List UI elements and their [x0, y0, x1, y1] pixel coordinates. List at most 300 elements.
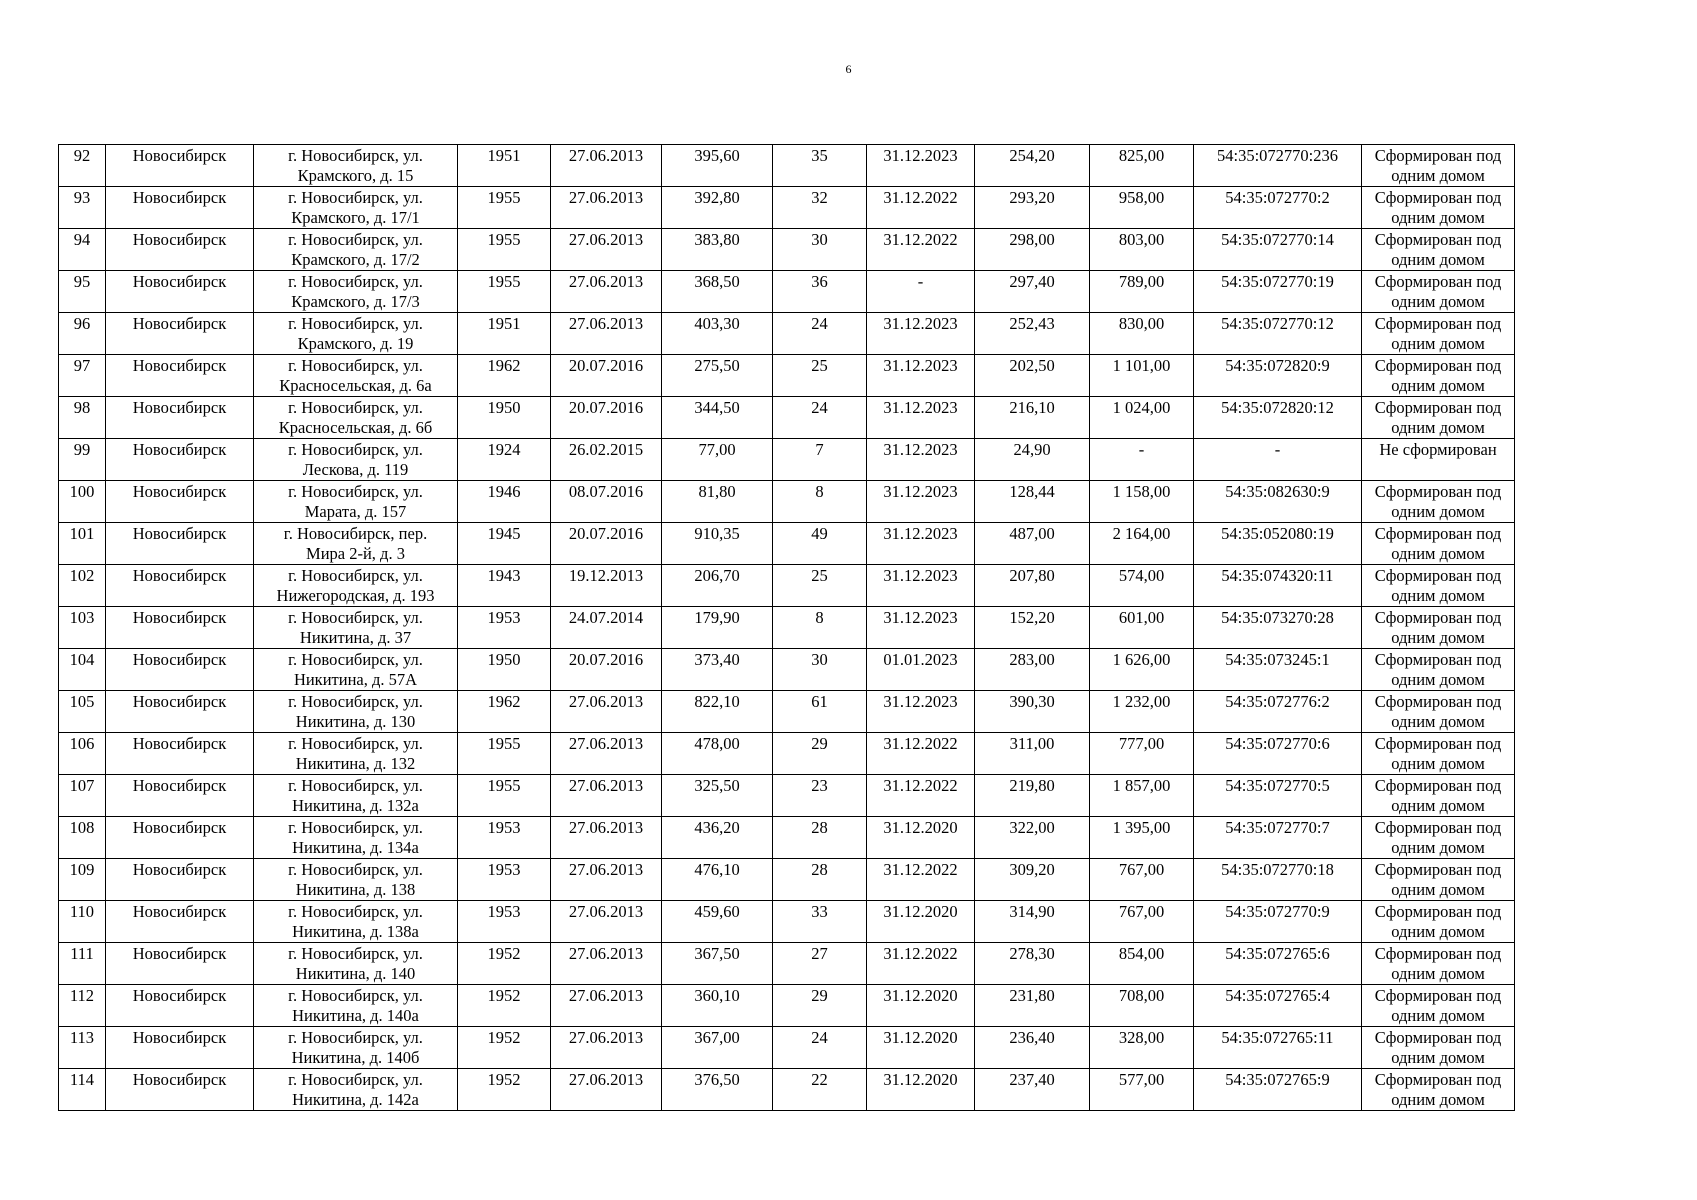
- table-row: [59, 313, 1515, 355]
- residents-count-cell: 24: [773, 397, 867, 439]
- table-row: [59, 901, 1515, 943]
- cadastral-number-cell: 54:35:073270:28: [1194, 607, 1362, 649]
- table-row: [59, 355, 1515, 397]
- cadastral-number-cell: 54:35:074320:11: [1194, 565, 1362, 607]
- year-built-cell: 1951: [458, 145, 551, 187]
- row-number-cell: 99: [59, 439, 106, 481]
- table-row: [59, 439, 1515, 481]
- year-built-cell: 1952: [458, 985, 551, 1027]
- recognition-date-cell: 20.07.2016: [551, 523, 662, 565]
- land-plot-status-cell: Сформирован под одним домом: [1362, 355, 1515, 397]
- table-row: [59, 145, 1515, 187]
- living-area-cell: 24,90: [975, 439, 1090, 481]
- resettlement-deadline-cell: 31.12.2022: [867, 187, 975, 229]
- land-area-cell: 767,00: [1090, 859, 1194, 901]
- land-area-cell: 1 395,00: [1090, 817, 1194, 859]
- row-number-cell: 101: [59, 523, 106, 565]
- table-row: [59, 565, 1515, 607]
- recognition-date-cell: 27.06.2013: [551, 229, 662, 271]
- resettlement-deadline-cell: 31.12.2023: [867, 565, 975, 607]
- cadastral-number-cell: 54:35:072770:236: [1194, 145, 1362, 187]
- recognition-date-cell: 27.06.2013: [551, 313, 662, 355]
- resettlement-deadline-cell: 31.12.2023: [867, 355, 975, 397]
- row-number-cell: 98: [59, 397, 106, 439]
- land-plot-status-cell: Сформирован под одним домом: [1362, 481, 1515, 523]
- area-cell: 344,50: [662, 397, 773, 439]
- table-row: [59, 691, 1515, 733]
- address-cell: г. Новосибирск, ул. Марата, д. 157: [254, 481, 458, 523]
- residents-count-cell: 35: [773, 145, 867, 187]
- year-built-cell: 1950: [458, 397, 551, 439]
- resettlement-deadline-cell: 31.12.2022: [867, 943, 975, 985]
- row-number-cell: 94: [59, 229, 106, 271]
- table-row: [59, 985, 1515, 1027]
- table-row: [59, 859, 1515, 901]
- address-cell: г. Новосибирск, ул. Нижегородская, д. 193: [254, 565, 458, 607]
- cadastral-number-cell: -: [1194, 439, 1362, 481]
- residents-count-cell: 27: [773, 943, 867, 985]
- city-cell: Новосибирск: [106, 145, 254, 187]
- cadastral-number-cell: 54:35:072765:9: [1194, 1069, 1362, 1111]
- table-row: [59, 271, 1515, 313]
- resettlement-deadline-cell: 31.12.2020: [867, 1027, 975, 1069]
- address-cell: г. Новосибирск, ул. Никитина, д. 37: [254, 607, 458, 649]
- area-cell: 368,50: [662, 271, 773, 313]
- living-area-cell: 298,00: [975, 229, 1090, 271]
- row-number-cell: 103: [59, 607, 106, 649]
- year-built-cell: 1952: [458, 1027, 551, 1069]
- living-area-cell: 293,20: [975, 187, 1090, 229]
- cadastral-number-cell: 54:35:072770:9: [1194, 901, 1362, 943]
- land-area-cell: 1 024,00: [1090, 397, 1194, 439]
- cadastral-number-cell: 54:35:073245:1: [1194, 649, 1362, 691]
- city-cell: Новосибирск: [106, 439, 254, 481]
- area-cell: 383,80: [662, 229, 773, 271]
- recognition-date-cell: 27.06.2013: [551, 985, 662, 1027]
- year-built-cell: 1946: [458, 481, 551, 523]
- recognition-date-cell: 08.07.2016: [551, 481, 662, 523]
- living-area-cell: 278,30: [975, 943, 1090, 985]
- city-cell: Новосибирск: [106, 649, 254, 691]
- resettlement-deadline-cell: 31.12.2020: [867, 1069, 975, 1111]
- row-number-cell: 92: [59, 145, 106, 187]
- address-cell: г. Новосибирск, ул. Никитина, д. 134а: [254, 817, 458, 859]
- area-cell: 275,50: [662, 355, 773, 397]
- land-plot-status-cell: Сформирован под одним домом: [1362, 313, 1515, 355]
- year-built-cell: 1955: [458, 187, 551, 229]
- residents-count-cell: 23: [773, 775, 867, 817]
- living-area-cell: 207,80: [975, 565, 1090, 607]
- residents-count-cell: 25: [773, 565, 867, 607]
- year-built-cell: 1953: [458, 817, 551, 859]
- land-plot-status-cell: Сформирован под одним домом: [1362, 733, 1515, 775]
- residents-count-cell: 30: [773, 649, 867, 691]
- residents-count-cell: 36: [773, 271, 867, 313]
- row-number-cell: 110: [59, 901, 106, 943]
- recognition-date-cell: 20.07.2016: [551, 649, 662, 691]
- residents-count-cell: 28: [773, 859, 867, 901]
- recognition-date-cell: 24.07.2014: [551, 607, 662, 649]
- area-cell: 403,30: [662, 313, 773, 355]
- row-number-cell: 95: [59, 271, 106, 313]
- cadastral-number-cell: 54:35:072770:19: [1194, 271, 1362, 313]
- cadastral-number-cell: 54:35:072820:9: [1194, 355, 1362, 397]
- living-area-cell: 283,00: [975, 649, 1090, 691]
- city-cell: Новосибирск: [106, 271, 254, 313]
- land-plot-status-cell: Сформирован под одним домом: [1362, 901, 1515, 943]
- land-area-cell: 574,00: [1090, 565, 1194, 607]
- area-cell: 206,70: [662, 565, 773, 607]
- living-area-cell: 216,10: [975, 397, 1090, 439]
- city-cell: Новосибирск: [106, 523, 254, 565]
- address-cell: г. Новосибирск, ул. Крамского, д. 19: [254, 313, 458, 355]
- address-cell: г. Новосибирск, ул. Никитина, д. 130: [254, 691, 458, 733]
- living-area-cell: 219,80: [975, 775, 1090, 817]
- residents-count-cell: 22: [773, 1069, 867, 1111]
- land-area-cell: 577,00: [1090, 1069, 1194, 1111]
- address-cell: г. Новосибирск, ул. Красносельская, д. 6б: [254, 397, 458, 439]
- residents-count-cell: 30: [773, 229, 867, 271]
- land-plot-status-cell: Сформирован под одним домом: [1362, 187, 1515, 229]
- land-area-cell: 1 626,00: [1090, 649, 1194, 691]
- city-cell: Новосибирск: [106, 733, 254, 775]
- row-number-cell: 114: [59, 1069, 106, 1111]
- resettlement-deadline-cell: 31.12.2022: [867, 733, 975, 775]
- address-cell: г. Новосибирск, ул. Никитина, д. 138а: [254, 901, 458, 943]
- city-cell: Новосибирск: [106, 943, 254, 985]
- land-area-cell: 1 232,00: [1090, 691, 1194, 733]
- land-plot-status-cell: Сформирован под одним домом: [1362, 943, 1515, 985]
- residents-count-cell: 7: [773, 439, 867, 481]
- residents-count-cell: 33: [773, 901, 867, 943]
- resettlement-deadline-cell: 31.12.2022: [867, 859, 975, 901]
- year-built-cell: 1955: [458, 229, 551, 271]
- area-cell: 373,40: [662, 649, 773, 691]
- area-cell: 367,50: [662, 943, 773, 985]
- area-cell: 77,00: [662, 439, 773, 481]
- residents-count-cell: 25: [773, 355, 867, 397]
- resettlement-deadline-cell: 31.12.2020: [867, 985, 975, 1027]
- row-number-cell: 104: [59, 649, 106, 691]
- living-area-cell: 254,20: [975, 145, 1090, 187]
- land-plot-status-cell: Сформирован под одним домом: [1362, 145, 1515, 187]
- housing-registry-table: [58, 144, 1515, 1111]
- resettlement-deadline-cell: 31.12.2023: [867, 313, 975, 355]
- recognition-date-cell: 27.06.2013: [551, 271, 662, 313]
- land-area-cell: 1 101,00: [1090, 355, 1194, 397]
- living-area-cell: 202,50: [975, 355, 1090, 397]
- year-built-cell: 1952: [458, 943, 551, 985]
- recognition-date-cell: 27.06.2013: [551, 943, 662, 985]
- residents-count-cell: 49: [773, 523, 867, 565]
- address-cell: г. Новосибирск, ул. Никитина, д. 132а: [254, 775, 458, 817]
- residents-count-cell: 29: [773, 733, 867, 775]
- land-plot-status-cell: Сформирован под одним домом: [1362, 1027, 1515, 1069]
- cadastral-number-cell: 54:35:072770:2: [1194, 187, 1362, 229]
- city-cell: Новосибирск: [106, 985, 254, 1027]
- cadastral-number-cell: 54:35:072765:11: [1194, 1027, 1362, 1069]
- city-cell: Новосибирск: [106, 355, 254, 397]
- resettlement-deadline-cell: 31.12.2023: [867, 481, 975, 523]
- table-row: [59, 229, 1515, 271]
- area-cell: 395,60: [662, 145, 773, 187]
- year-built-cell: 1953: [458, 859, 551, 901]
- resettlement-deadline-cell: 31.12.2022: [867, 229, 975, 271]
- recognition-date-cell: 27.06.2013: [551, 901, 662, 943]
- land-area-cell: 825,00: [1090, 145, 1194, 187]
- address-cell: г. Новосибирск, ул. Никитина, д. 142а: [254, 1069, 458, 1111]
- living-area-cell: 314,90: [975, 901, 1090, 943]
- city-cell: Новосибирск: [106, 313, 254, 355]
- area-cell: 325,50: [662, 775, 773, 817]
- cadastral-number-cell: 54:35:072770:5: [1194, 775, 1362, 817]
- recognition-date-cell: 27.06.2013: [551, 691, 662, 733]
- land-plot-status-cell: Сформирован под одним домом: [1362, 985, 1515, 1027]
- living-area-cell: 152,20: [975, 607, 1090, 649]
- row-number-cell: 97: [59, 355, 106, 397]
- city-cell: Новосибирск: [106, 691, 254, 733]
- page-number: 6: [845, 62, 852, 76]
- land-plot-status-cell: Сформирован под одним домом: [1362, 775, 1515, 817]
- year-built-cell: 1953: [458, 901, 551, 943]
- city-cell: Новосибирск: [106, 481, 254, 523]
- cadastral-number-cell: 54:35:072765:4: [1194, 985, 1362, 1027]
- land-area-cell: 708,00: [1090, 985, 1194, 1027]
- recognition-date-cell: 27.06.2013: [551, 187, 662, 229]
- living-area-cell: 390,30: [975, 691, 1090, 733]
- city-cell: Новосибирск: [106, 397, 254, 439]
- table-row: [59, 607, 1515, 649]
- city-cell: Новосибирск: [106, 817, 254, 859]
- recognition-date-cell: 27.06.2013: [551, 859, 662, 901]
- recognition-date-cell: 19.12.2013: [551, 565, 662, 607]
- area-cell: 910,35: [662, 523, 773, 565]
- living-area-cell: 309,20: [975, 859, 1090, 901]
- living-area-cell: 322,00: [975, 817, 1090, 859]
- land-plot-status-cell: Сформирован под одним домом: [1362, 229, 1515, 271]
- city-cell: Новосибирск: [106, 901, 254, 943]
- residents-count-cell: 8: [773, 607, 867, 649]
- address-cell: г. Новосибирск, ул. Крамского, д. 17/1: [254, 187, 458, 229]
- address-cell: г. Новосибирск, пер. Мира 2-й, д. 3: [254, 523, 458, 565]
- address-cell: г. Новосибирск, ул. Красносельская, д. 6а: [254, 355, 458, 397]
- resettlement-deadline-cell: 31.12.2023: [867, 439, 975, 481]
- land-area-cell: 767,00: [1090, 901, 1194, 943]
- resettlement-deadline-cell: 31.12.2022: [867, 775, 975, 817]
- table-row: [59, 733, 1515, 775]
- address-cell: г. Новосибирск, ул. Никитина, д. 57А: [254, 649, 458, 691]
- year-built-cell: 1953: [458, 607, 551, 649]
- area-cell: 478,00: [662, 733, 773, 775]
- city-cell: Новосибирск: [106, 1069, 254, 1111]
- cadastral-number-cell: 54:35:082630:9: [1194, 481, 1362, 523]
- land-area-cell: 328,00: [1090, 1027, 1194, 1069]
- table-row: [59, 1027, 1515, 1069]
- city-cell: Новосибирск: [106, 859, 254, 901]
- row-number-cell: 102: [59, 565, 106, 607]
- year-built-cell: 1955: [458, 775, 551, 817]
- land-plot-status-cell: Сформирован под одним домом: [1362, 691, 1515, 733]
- residents-count-cell: 24: [773, 1027, 867, 1069]
- address-cell: г. Новосибирск, ул. Лескова, д. 119: [254, 439, 458, 481]
- year-built-cell: 1950: [458, 649, 551, 691]
- residents-count-cell: 28: [773, 817, 867, 859]
- living-area-cell: 297,40: [975, 271, 1090, 313]
- table-row: [59, 1069, 1515, 1111]
- resettlement-deadline-cell: 31.12.2023: [867, 691, 975, 733]
- row-number-cell: 100: [59, 481, 106, 523]
- address-cell: г. Новосибирск, ул. Крамского, д. 15: [254, 145, 458, 187]
- residents-count-cell: 32: [773, 187, 867, 229]
- year-built-cell: 1962: [458, 691, 551, 733]
- row-number-cell: 96: [59, 313, 106, 355]
- city-cell: Новосибирск: [106, 229, 254, 271]
- area-cell: 81,80: [662, 481, 773, 523]
- address-cell: г. Новосибирск, ул. Никитина, д. 138: [254, 859, 458, 901]
- land-plot-status-cell: Сформирован под одним домом: [1362, 397, 1515, 439]
- cadastral-number-cell: 54:35:072765:6: [1194, 943, 1362, 985]
- land-plot-status-cell: Не сформирован: [1362, 439, 1515, 481]
- area-cell: 367,00: [662, 1027, 773, 1069]
- year-built-cell: 1955: [458, 733, 551, 775]
- resettlement-deadline-cell: 31.12.2023: [867, 607, 975, 649]
- land-plot-status-cell: Сформирован под одним домом: [1362, 1069, 1515, 1111]
- resettlement-deadline-cell: 31.12.2020: [867, 901, 975, 943]
- residents-count-cell: 29: [773, 985, 867, 1027]
- recognition-date-cell: 27.06.2013: [551, 733, 662, 775]
- recognition-date-cell: 26.02.2015: [551, 439, 662, 481]
- land-area-cell: 1 857,00: [1090, 775, 1194, 817]
- city-cell: Новосибирск: [106, 775, 254, 817]
- year-built-cell: 1943: [458, 565, 551, 607]
- row-number-cell: 113: [59, 1027, 106, 1069]
- table-row: [59, 481, 1515, 523]
- residents-count-cell: 61: [773, 691, 867, 733]
- living-area-cell: 128,44: [975, 481, 1090, 523]
- year-built-cell: 1945: [458, 523, 551, 565]
- recognition-date-cell: 27.06.2013: [551, 145, 662, 187]
- address-cell: г. Новосибирск, ул. Никитина, д. 140а: [254, 985, 458, 1027]
- row-number-cell: 106: [59, 733, 106, 775]
- year-built-cell: 1962: [458, 355, 551, 397]
- recognition-date-cell: 27.06.2013: [551, 1069, 662, 1111]
- table-row: [59, 943, 1515, 985]
- address-cell: г. Новосибирск, ул. Никитина, д. 140б: [254, 1027, 458, 1069]
- living-area-cell: 231,80: [975, 985, 1090, 1027]
- area-cell: 376,50: [662, 1069, 773, 1111]
- land-area-cell: 830,00: [1090, 313, 1194, 355]
- cadastral-number-cell: 54:35:072820:12: [1194, 397, 1362, 439]
- land-area-cell: 854,00: [1090, 943, 1194, 985]
- table-row: [59, 649, 1515, 691]
- resettlement-deadline-cell: 31.12.2023: [867, 523, 975, 565]
- row-number-cell: 112: [59, 985, 106, 1027]
- city-cell: Новосибирск: [106, 187, 254, 229]
- cadastral-number-cell: 54:35:072770:14: [1194, 229, 1362, 271]
- living-area-cell: 252,43: [975, 313, 1090, 355]
- cadastral-number-cell: 54:35:072770:18: [1194, 859, 1362, 901]
- recognition-date-cell: 20.07.2016: [551, 355, 662, 397]
- resettlement-deadline-cell: -: [867, 271, 975, 313]
- area-cell: 476,10: [662, 859, 773, 901]
- row-number-cell: 107: [59, 775, 106, 817]
- resettlement-deadline-cell: 31.12.2023: [867, 145, 975, 187]
- row-number-cell: 105: [59, 691, 106, 733]
- recognition-date-cell: 20.07.2016: [551, 397, 662, 439]
- table-row: [59, 523, 1515, 565]
- land-area-cell: 789,00: [1090, 271, 1194, 313]
- cadastral-number-cell: 54:35:072776:2: [1194, 691, 1362, 733]
- cadastral-number-cell: 54:35:072770:7: [1194, 817, 1362, 859]
- cadastral-number-cell: 54:35:072770:6: [1194, 733, 1362, 775]
- living-area-cell: 237,40: [975, 1069, 1090, 1111]
- year-built-cell: 1951: [458, 313, 551, 355]
- area-cell: 179,90: [662, 607, 773, 649]
- area-cell: 360,10: [662, 985, 773, 1027]
- land-area-cell: 777,00: [1090, 733, 1194, 775]
- city-cell: Новосибирск: [106, 1027, 254, 1069]
- land-plot-status-cell: Сформирован под одним домом: [1362, 859, 1515, 901]
- recognition-date-cell: 27.06.2013: [551, 1027, 662, 1069]
- address-cell: г. Новосибирск, ул. Никитина, д. 132: [254, 733, 458, 775]
- address-cell: г. Новосибирск, ул. Крамского, д. 17/3: [254, 271, 458, 313]
- land-plot-status-cell: Сформирован под одним домом: [1362, 607, 1515, 649]
- area-cell: 436,20: [662, 817, 773, 859]
- table-row: [59, 817, 1515, 859]
- recognition-date-cell: 27.06.2013: [551, 775, 662, 817]
- land-area-cell: -: [1090, 439, 1194, 481]
- row-number-cell: 108: [59, 817, 106, 859]
- table-row: [59, 397, 1515, 439]
- living-area-cell: 236,40: [975, 1027, 1090, 1069]
- land-plot-status-cell: Сформирован под одним домом: [1362, 817, 1515, 859]
- area-cell: 392,80: [662, 187, 773, 229]
- land-area-cell: 2 164,00: [1090, 523, 1194, 565]
- living-area-cell: 311,00: [975, 733, 1090, 775]
- resettlement-deadline-cell: 01.01.2023: [867, 649, 975, 691]
- land-plot-status-cell: Сформирован под одним домом: [1362, 649, 1515, 691]
- table-row: [59, 775, 1515, 817]
- table-row: [59, 187, 1515, 229]
- land-plot-status-cell: Сформирован под одним домом: [1362, 523, 1515, 565]
- resettlement-deadline-cell: 31.12.2020: [867, 817, 975, 859]
- land-plot-status-cell: Сформирован под одним домом: [1362, 271, 1515, 313]
- residents-count-cell: 8: [773, 481, 867, 523]
- land-plot-status-cell: Сформирован под одним домом: [1362, 565, 1515, 607]
- city-cell: Новосибирск: [106, 565, 254, 607]
- year-built-cell: 1924: [458, 439, 551, 481]
- year-built-cell: 1955: [458, 271, 551, 313]
- address-cell: г. Новосибирск, ул. Крамского, д. 17/2: [254, 229, 458, 271]
- land-area-cell: 958,00: [1090, 187, 1194, 229]
- area-cell: 822,10: [662, 691, 773, 733]
- year-built-cell: 1952: [458, 1069, 551, 1111]
- residents-count-cell: 24: [773, 313, 867, 355]
- resettlement-deadline-cell: 31.12.2023: [867, 397, 975, 439]
- row-number-cell: 93: [59, 187, 106, 229]
- land-area-cell: 803,00: [1090, 229, 1194, 271]
- recognition-date-cell: 27.06.2013: [551, 817, 662, 859]
- table-body: [59, 145, 1515, 1111]
- address-cell: г. Новосибирск, ул. Никитина, д. 140: [254, 943, 458, 985]
- living-area-cell: 487,00: [975, 523, 1090, 565]
- row-number-cell: 109: [59, 859, 106, 901]
- city-cell: Новосибирск: [106, 607, 254, 649]
- cadastral-number-cell: 54:35:052080:19: [1194, 523, 1362, 565]
- land-area-cell: 601,00: [1090, 607, 1194, 649]
- area-cell: 459,60: [662, 901, 773, 943]
- row-number-cell: 111: [59, 943, 106, 985]
